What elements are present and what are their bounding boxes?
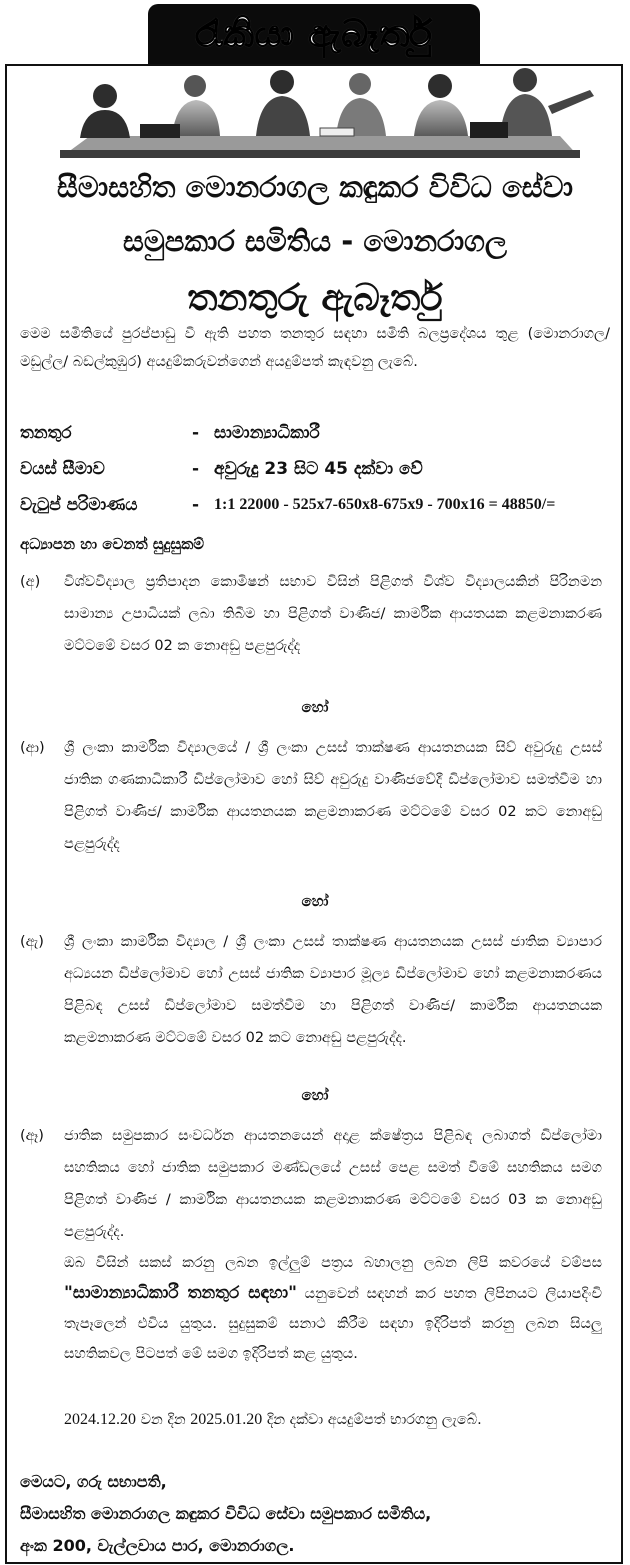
detail-dash: -	[192, 459, 200, 479]
or-separator: හෝ	[301, 698, 329, 716]
or-separator: හෝ	[301, 892, 329, 910]
envelope-marking: "සාමාන්‍යාධිකාරී තනතුර සඳහා"	[64, 1283, 297, 1303]
org-name-line1: සීමාසහිත මොනරාගල කඳුකර විවිධ සේවා	[56, 170, 574, 204]
detail-row-age	[20, 453, 610, 485]
detail-dash: -	[192, 495, 200, 515]
qualifications-heading: අධ්‍යාපන හා වෙනත් සුදුසුකම්	[20, 535, 205, 553]
qualification-text: ශ්‍රී ලංකා කාර්මික විද්‍යාල / ශ්‍රී ලංකා උසස් තාක්ෂණ ආයතනයක උසස් ජාතික ව්‍යාපාර අධ්‍යයන ඩිප්ලෝමාව හෝ උසස් ජාතික ව්‍යාපාර මූල්‍ය ඩිප්ලෝමාව හෝ කළමනාකරණය පිළිබඳ උසස් ඩිප්ලෝමාව සමත්වීම හා පිළිගත් වාණිජ/ කාර්මික ආයතනයක කළමනාකරණ මට්ටමේ වසර 02 කට නොඅඩු පළපුරුද්ද.	[64, 934, 602, 1046]
qualification-label: (ඈ)	[20, 1128, 44, 1144]
qualification-text: ශ්‍රී ලංකා කාර්මික විද්‍යාලයේ / ශ්‍රී ලංකා උසස් තාක්ෂණ ආයතනයක සිව් අවුරුදු උසස් ජාතික ගණකාධිකාරී ඩිප්ලෝමාව හෝ සිව් අවුරුදු වාණිජවේදී ඩිප්ලෝමාව සමත්වීම හා පිළිගත් වාණිජ/ කාර්මික ආයතනයක කළමනාකරණ මට්ටමේ වසර 02 කට නොඅඩු පළපුරුද්ද	[64, 740, 602, 852]
intro-paragraph: මෙම සමිතියේ පුරප්පාඩු වී ඇති පහත තනතුර සඳහා සමිති බලප්‍රදේශය තුළ (මොනරාගල/ මඩුල්ල/ බඩල්කුඹුර) අයදුම්කරුවන්ගෙන් අයදුම්පත් කැඳවනු ලැබේ.	[20, 326, 610, 370]
signature-line3: අංක 200, වැල්ලවාය පාර, මොනරාගල.	[20, 1536, 295, 1555]
closing-date	[64, 1405, 604, 1435]
qualification-label: (ඇ)	[20, 934, 44, 950]
detail-key: වැටුප් පරිමාණය	[20, 495, 138, 515]
instructions-text: යනුවෙන් සඳහන් කර පහත ලිපිනයට ලියාපදිංචි තැපෑලෙන් එවිය යුතුය. සුදුසුකම් සනාථ කිරීම සඳහා ඉදිරිපත් කරනු ලබන සියලු සහතිකවල පිටපත් මේ සමග ඉදිරිපත් කළ යුතුය.	[64, 1286, 602, 1362]
org-name-line2: සමුපකාර සමිතිය - මොනරාගල	[123, 224, 507, 258]
qualification-item	[20, 1120, 610, 1248]
qualification-text: ජාතික සමුපකාර සංවර්ධන ආයතනයෙන් අදාළ ක්ෂේත්‍රය පිළිබඳ ලබාගත් ඩිප්ලෝමා සහතිකය හෝ ජාතික සමුපකාර මණ්ඩලයේ උසස් පෙළ සමත් වීමේ සහතිකය සමග පිළිගත් වාණිජ / කාර්මික ආයතනයක කළමනාකරණ මට්ටමේ වසර 03 ක නොඅඩු පළපුරුද්ද.	[64, 1128, 602, 1240]
detail-value: අවුරුදු 23 සිට 45 දක්වා වේ	[214, 459, 423, 479]
banner-text: රැකියා ඇබෑර්තු	[195, 12, 433, 55]
qualification-text: විශ්වවිද්‍යාල ප්‍රතිපාදන කොමිෂන් සභාව විසින් පිළිගත් විශ්ව විද්‍යාලයකින් පිරිනමන සාමාන්‍ය උපාධියක් ලබා තිබීම හා පිළිගත් වාණිජ/ කාර්මික ආයතයක කළමනාකරණ මට්ටමේ වසර 02 ක නොඅඩු පළපුරුද්ද	[64, 574, 602, 654]
start-date: 2024.12.20	[64, 1411, 136, 1428]
qualification-label: (ආ)	[20, 740, 45, 756]
qualification-label: (අ)	[20, 574, 41, 590]
meeting-illustration	[20, 66, 610, 158]
detail-row-post	[20, 417, 610, 449]
detail-key: තනතුර	[20, 423, 72, 443]
date-text: දින දක්වා අයදුම්පත් භාරගනු ලැබේ.	[262, 1412, 482, 1428]
detail-row-salary	[20, 489, 610, 521]
date-text: වන දින	[136, 1412, 191, 1428]
signature-line1: මෙයට, ගරු සභාපති,	[20, 1472, 167, 1491]
qualification-item	[20, 732, 610, 860]
detail-key: වයස් සීමාව	[20, 459, 105, 479]
instructions-text: ඔබ විසින් සකස් කරනු ලබන ඉල්ලුම් පත්‍රය බහාලනු ලබන ලිපි කවරයේ වම්පස	[64, 1255, 602, 1271]
or-separator: හෝ	[301, 1086, 329, 1104]
detail-dash: -	[192, 423, 200, 443]
end-date: 2025.01.20	[190, 1411, 263, 1428]
qualification-item	[20, 566, 610, 662]
application-instructions	[64, 1248, 610, 1369]
detail-value: සාමාන්‍යාධිකාරී	[214, 423, 320, 443]
signature-line2: සීමාසහිත මොනරාගල කඳුකර විවිධ සේවා සමුපකාර සමිතිය,	[20, 1504, 432, 1523]
header-banner	[148, 4, 480, 64]
qualification-item	[20, 926, 610, 1054]
detail-value: 1:1 22000 - 525x7-650x8-675x9 - 700x16 = 48850/=	[214, 496, 556, 513]
vacancy-title: තනතුරු ඇබෑර්තු	[187, 276, 443, 319]
